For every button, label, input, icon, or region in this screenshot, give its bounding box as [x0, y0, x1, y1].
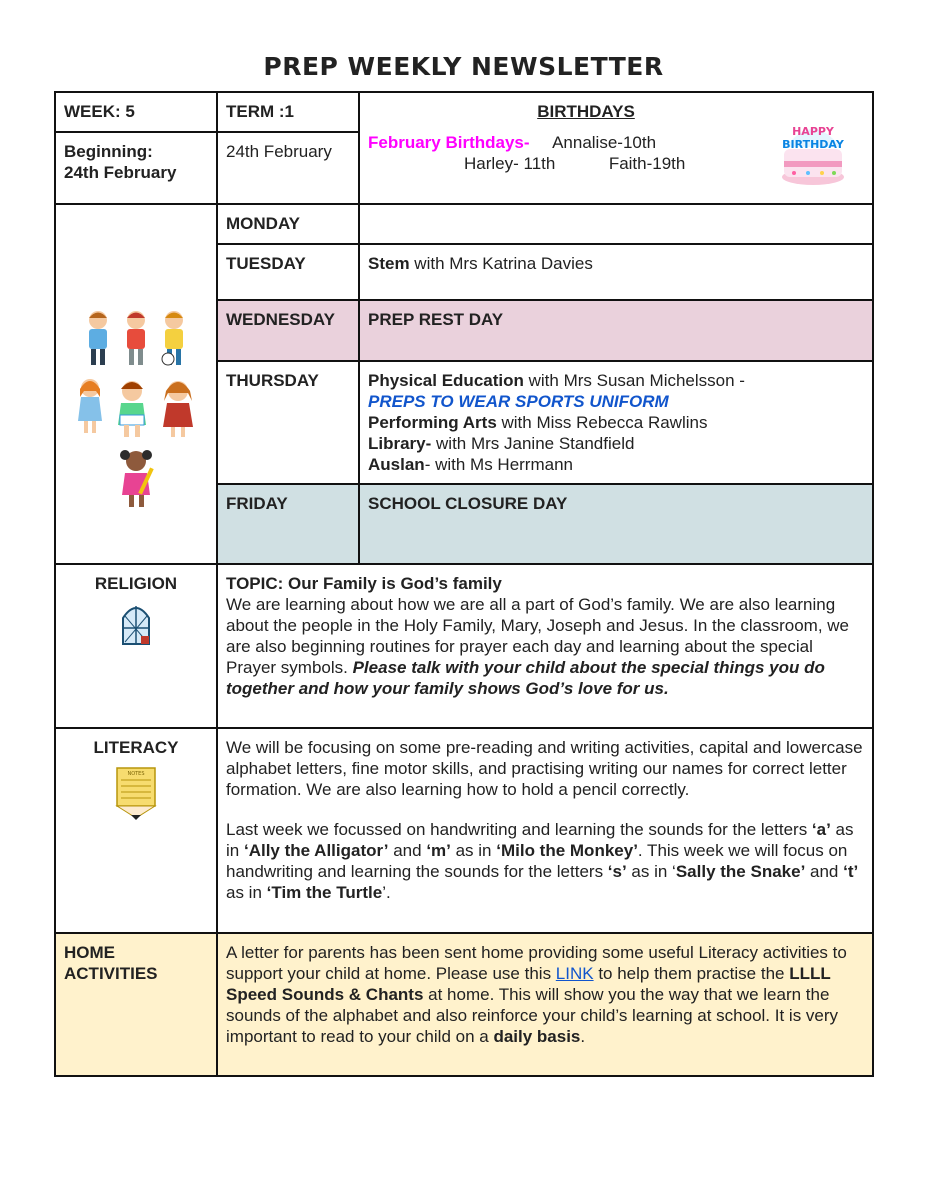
children-illustration — [66, 309, 206, 509]
beginning-label: Beginning: — [64, 142, 153, 161]
child-icon — [112, 377, 152, 439]
stained-glass-window-icon — [119, 602, 153, 646]
literacy-label: LITERACY — [93, 738, 179, 757]
tuesday-activity — [359, 244, 873, 300]
child-icon — [74, 377, 106, 437]
thursday-activities — [359, 361, 873, 484]
beginning-date: 24th February — [64, 163, 177, 182]
child-icon — [158, 309, 190, 369]
library-teacher: with Mrs Janine Standfield — [431, 434, 635, 453]
arts-subject: Performing Arts — [368, 413, 497, 432]
auslan-subject: Auslan — [368, 455, 425, 474]
auslan-teacher: - with Ms Herrmann — [424, 455, 573, 474]
parents-link[interactable]: LINK — [555, 964, 594, 983]
week-cell: WEEK: 5 — [55, 92, 217, 132]
religion-label-cell — [55, 564, 217, 728]
home-activities-label: HOME ACTIVITIES — [55, 933, 217, 1076]
religion-label: RELIGION — [94, 574, 178, 593]
birthdays-heading: BIRTHDAYS — [537, 102, 635, 121]
child-icon — [120, 309, 152, 369]
home-activities-content: A letter for parents has been sent home providing some useful Literacy activities to support your child at home. Please use this LINK to help them practise the LLLL Speed Sounds & Chants at home. This will show you the way that we learn the sounds of the alphabet and also reinforce your child’s learning at school. It is very important to read to your child on a daily basis. — [217, 933, 873, 1076]
pe-teacher: with Mrs Susan Michelsson - — [523, 371, 745, 390]
friday-note: SCHOOL CLOSURE DAY — [359, 484, 873, 564]
literacy-content — [217, 728, 873, 933]
literacy-paragraph-2: Last week we focussed on handwriting and learning the sounds for the letters ‘a’ as in ‘Ally the Alligator’ and ‘m’ as in ‘Milo the Monkey’. This week we will focus on handwriting and learning the sounds for the letters ‘s’ as in ‘Sally the Snake’ and ‘t’ as in ‘Tim the Turtle’. — [226, 820, 859, 902]
day-wednesday: WEDNESDAY — [217, 300, 359, 361]
tuesday-teacher: with Mrs Katrina Davies — [409, 254, 593, 273]
children-image-cell — [55, 204, 217, 564]
term-cell: TERM :1 — [217, 92, 359, 132]
birthday-cake-icon — [780, 117, 846, 187]
cake-birthday-text: BIRTHDAY — [782, 138, 844, 151]
religion-emphasis: Please talk with your child about the special things you do together and how your family shows God’s love for us. — [226, 658, 825, 698]
notepad-label: NOTES — [127, 771, 145, 777]
day-monday: MONDAY — [217, 204, 359, 244]
literacy-label-cell — [55, 728, 217, 933]
date-cell: 24th February — [217, 132, 359, 204]
cake-happy-text: HAPPY — [792, 125, 834, 138]
birthdays-cell — [359, 92, 873, 204]
religion-topic: TOPIC: Our Family is God’s family — [226, 574, 502, 593]
birthday-faith: Faith-19th — [608, 154, 686, 173]
newsletter-table — [54, 91, 874, 1077]
day-tuesday: TUESDAY — [217, 244, 359, 300]
monday-note — [359, 204, 873, 244]
birthday-annalise: Annalise-10th — [552, 133, 657, 152]
religion-content — [217, 564, 873, 728]
child-icon — [158, 377, 198, 439]
day-friday: FRIDAY — [217, 484, 359, 564]
literacy-paragraph-1: We will be focusing on some pre-reading and writing activities, capital and lowercase alphabet letters, fine motor skills, and practising writing our names for correct letter formation. We are also learning how to hold a pencil correctly. — [226, 738, 863, 799]
birthday-harley: Harley- 11th — [464, 154, 556, 173]
sports-uniform-note: PREPS TO WEAR SPORTS UNIFORM — [368, 392, 669, 411]
child-icon — [82, 309, 114, 369]
newsletter-title: PREP WEEKLY NEWSLETTER — [263, 52, 664, 81]
pencil-notepad-icon — [115, 766, 157, 822]
wednesday-note: PREP REST DAY — [359, 300, 873, 361]
library-subject: Library- — [368, 434, 432, 453]
religion-body: We are learning about how we are all a part of God’s family. We are also learning about the people in the Holy Family, Mary, Joseph and Jesus. In the classroom, we are also beginning routines for prayer each day and learning about the special Prayer symbols. — [226, 595, 850, 677]
beginning-cell — [55, 132, 217, 204]
day-thursday: THURSDAY — [217, 361, 359, 484]
arts-teacher: with Miss Rebecca Rawlins — [496, 413, 708, 432]
tuesday-subject: Stem — [368, 254, 410, 273]
child-icon — [116, 447, 156, 509]
pe-subject: Physical Education — [368, 371, 524, 390]
february-birthdays-label: February Birthdays- — [368, 133, 530, 152]
